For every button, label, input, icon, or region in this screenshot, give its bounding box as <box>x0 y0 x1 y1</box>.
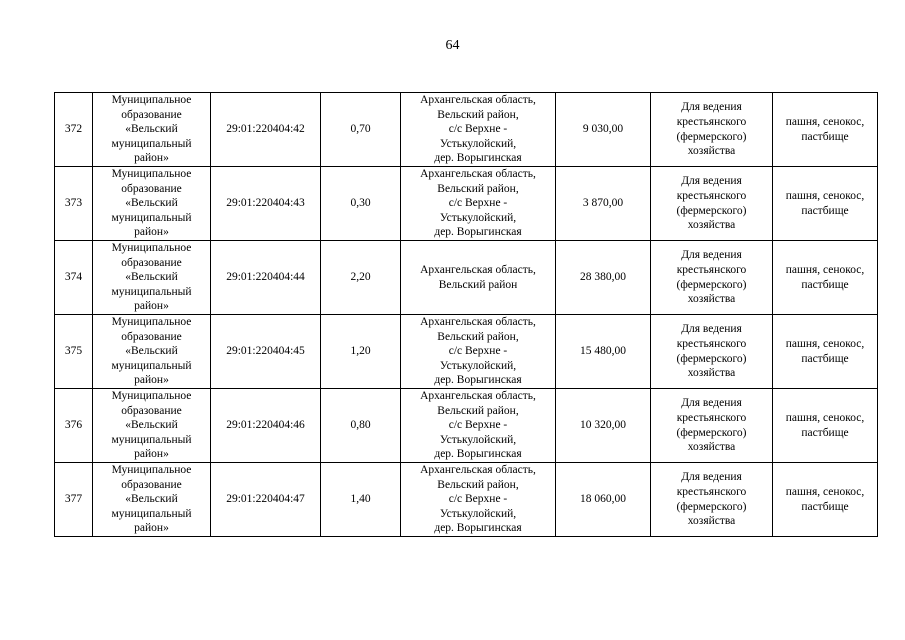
location-text: Архангельская область, Вельский район, с/с Верхне - Устькулойский, дер. Ворыгинская <box>420 94 536 165</box>
owner-cell <box>93 315 211 389</box>
location-text: Архангельская область, Вельский район, с/с Верхне - Устькулойский, дер. Ворыгинская <box>420 464 536 535</box>
owner-cell <box>93 463 211 537</box>
land-type-text: пашня, сенокос, пастбище <box>785 115 865 143</box>
row-number: 373 <box>55 167 93 241</box>
owner-text: Муниципальное образование «Вельский муниципальный район» <box>111 242 192 313</box>
location-text: Архангельская область, Вельский район <box>420 263 536 291</box>
location-cell <box>401 315 556 389</box>
owner-text: Муниципальное образование «Вельский муниципальный район» <box>111 390 192 461</box>
location-cell <box>401 463 556 537</box>
table-row <box>55 167 878 241</box>
land-type-cell <box>773 93 878 167</box>
value-cell: 28 380,00 <box>556 241 651 315</box>
land-type-cell <box>773 167 878 241</box>
table-row <box>55 241 878 315</box>
use-text: Для ведения крестьянского (фермерского) хозяйства <box>676 175 747 232</box>
location-text: Архангельская область, Вельский район, с/с Верхне - Устькулойский, дер. Ворыгинская <box>420 168 536 239</box>
location-text: Архангельская область, Вельский район, с/с Верхне - Устькулойский, дер. Ворыгинская <box>420 390 536 461</box>
location-text: Архангельская область, Вельский район, с/с Верхне - Устькулойский, дер. Ворыгинская <box>420 316 536 387</box>
use-text: Для ведения крестьянского (фермерского) хозяйства <box>676 249 747 306</box>
value-cell: 3 870,00 <box>556 167 651 241</box>
value-cell: 18 060,00 <box>556 463 651 537</box>
page-number: 64 <box>445 38 460 53</box>
area-cell: 2,20 <box>321 241 401 315</box>
use-cell <box>651 241 773 315</box>
table-row <box>55 315 878 389</box>
row-number: 376 <box>55 389 93 463</box>
cadastral-number: 29:01:220404:46 <box>211 389 321 463</box>
area-cell: 0,70 <box>321 93 401 167</box>
area-cell: 1,40 <box>321 463 401 537</box>
area-cell: 1,20 <box>321 315 401 389</box>
location-cell <box>401 93 556 167</box>
cadastral-number: 29:01:220404:44 <box>211 241 321 315</box>
table-row <box>55 93 878 167</box>
owner-cell <box>93 93 211 167</box>
location-cell <box>401 389 556 463</box>
use-cell <box>651 463 773 537</box>
value-cell: 15 480,00 <box>556 315 651 389</box>
land-type-cell <box>773 389 878 463</box>
use-cell <box>651 389 773 463</box>
owner-text: Муниципальное образование «Вельский муниципальный район» <box>111 168 192 239</box>
use-cell <box>651 315 773 389</box>
land-type-text: пашня, сенокос, пастбище <box>785 189 865 217</box>
land-type-text: пашня, сенокос, пастбище <box>785 337 865 365</box>
land-type-text: пашня, сенокос, пастбище <box>785 411 865 439</box>
use-text: Для ведения крестьянского (фермерского) хозяйства <box>676 397 747 454</box>
owner-text: Муниципальное образование «Вельский муниципальный район» <box>111 464 192 535</box>
use-cell <box>651 167 773 241</box>
row-number: 377 <box>55 463 93 537</box>
cadastral-number: 29:01:220404:42 <box>211 93 321 167</box>
owner-text: Муниципальное образование «Вельский муниципальный район» <box>111 94 192 165</box>
use-cell <box>651 93 773 167</box>
land-type-cell <box>773 241 878 315</box>
land-type-cell <box>773 463 878 537</box>
cadastral-number: 29:01:220404:45 <box>211 315 321 389</box>
table-row <box>55 463 878 537</box>
location-cell <box>401 241 556 315</box>
row-number: 372 <box>55 93 93 167</box>
use-text: Для ведения крестьянского (фермерского) хозяйства <box>676 101 747 158</box>
land-type-cell <box>773 315 878 389</box>
land-type-text: пашня, сенокос, пастбище <box>785 263 865 291</box>
cadastral-number: 29:01:220404:43 <box>211 167 321 241</box>
owner-text: Муниципальное образование «Вельский муниципальный район» <box>111 316 192 387</box>
owner-cell <box>93 241 211 315</box>
row-number: 374 <box>55 241 93 315</box>
table-row <box>55 389 878 463</box>
value-cell: 9 030,00 <box>556 93 651 167</box>
owner-cell <box>93 389 211 463</box>
land-type-text: пашня, сенокос, пастбище <box>785 485 865 513</box>
owner-cell <box>93 167 211 241</box>
location-cell <box>401 167 556 241</box>
row-number: 375 <box>55 315 93 389</box>
land-registry-table <box>54 92 878 537</box>
cadastral-number: 29:01:220404:47 <box>211 463 321 537</box>
area-cell: 0,80 <box>321 389 401 463</box>
use-text: Для ведения крестьянского (фермерского) хозяйства <box>676 471 747 528</box>
area-cell: 0,30 <box>321 167 401 241</box>
use-text: Для ведения крестьянского (фермерского) хозяйства <box>676 323 747 380</box>
value-cell: 10 320,00 <box>556 389 651 463</box>
